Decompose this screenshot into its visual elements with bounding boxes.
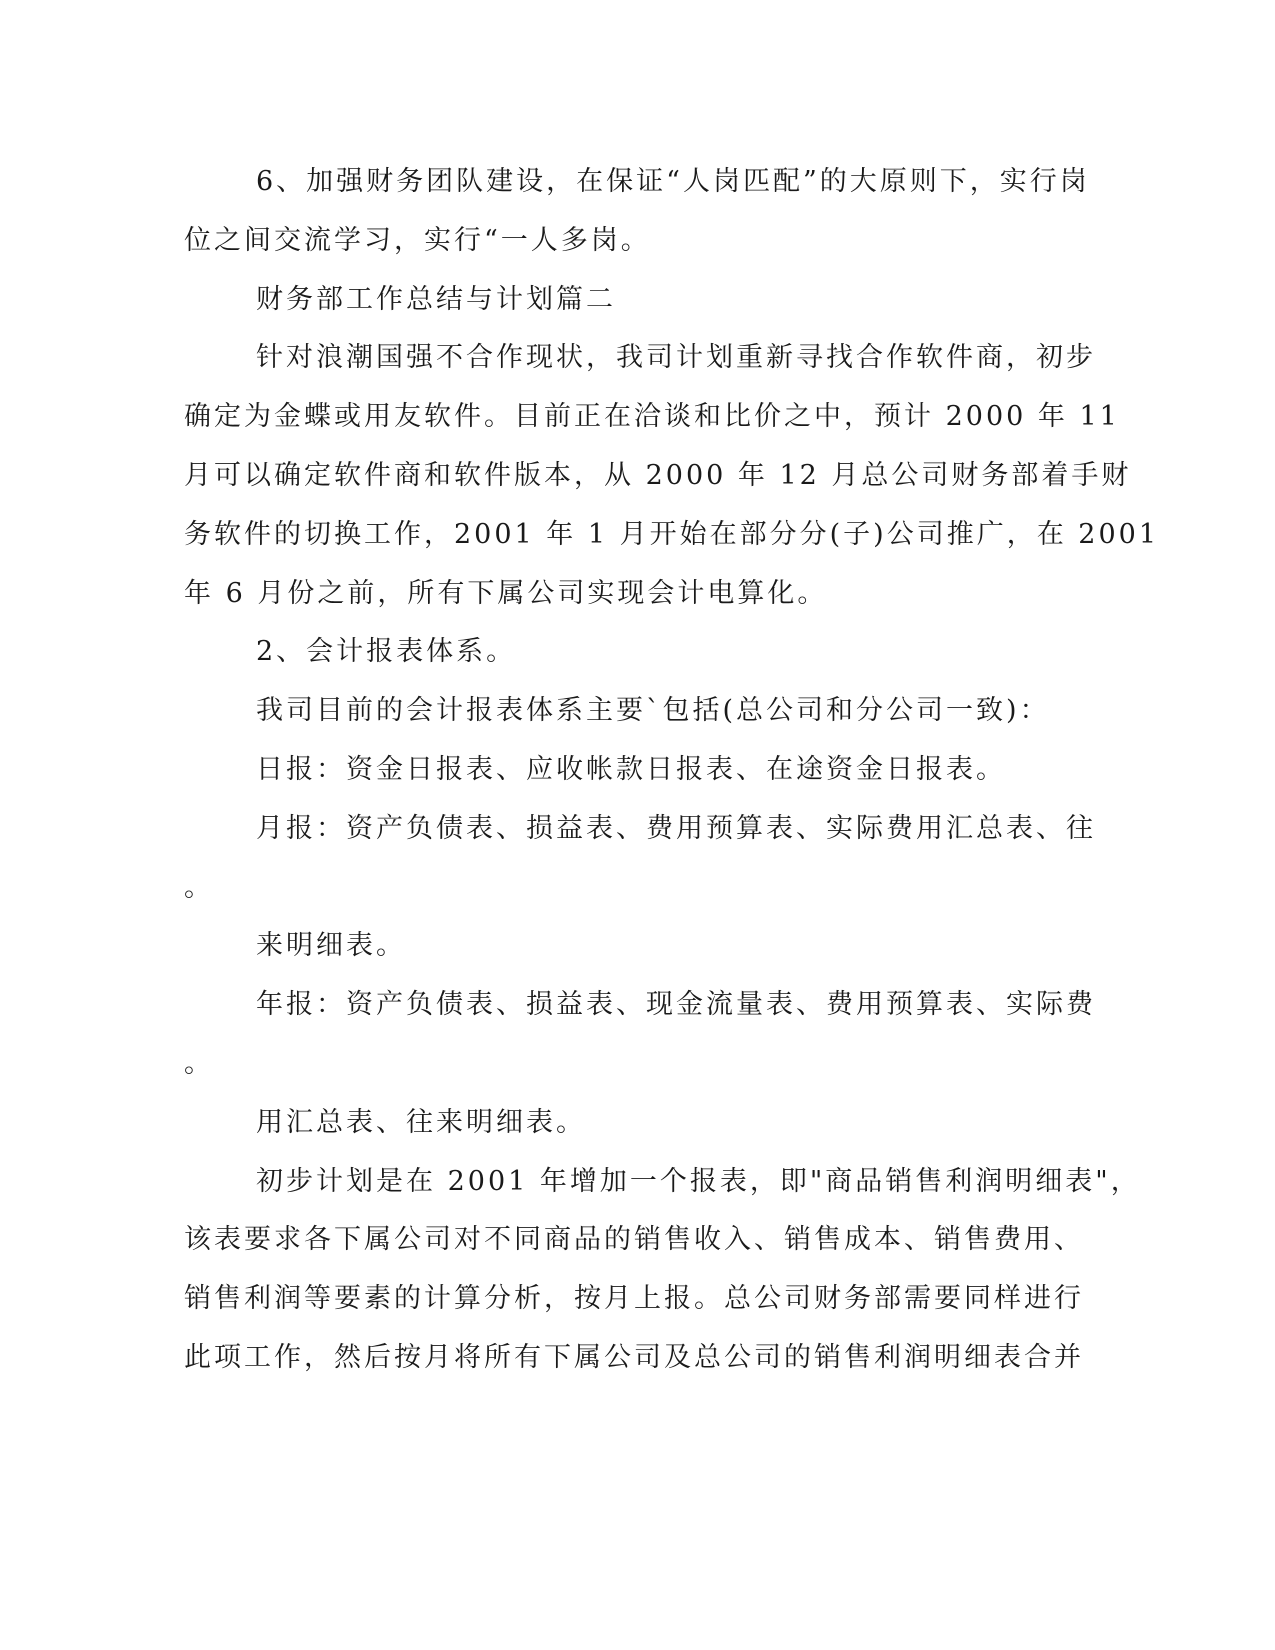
paragraph-line: 初步计划是在 2001 年增加一个报表，即"商品销售利润明细表"， [256,1166,1141,1197]
paragraph-line: 针对浪潮国强不合作现状，我司计划重新寻找合作软件商，初步 [256,342,1096,373]
stray-period: 。 [184,1048,214,1079]
paragraph-line: 年 6 月份之前，所有下属公司实现会计电算化。 [184,578,828,609]
paragraph-line: 年报：资产负债表、损益表、现金流量表、费用预算表、实际费 [256,989,1096,1020]
paragraph-line: 销售利润等要素的计算分析，按月上报。总公司财务部需要同样进行 [184,1283,1084,1314]
paragraph-line: 日报：资金日报表、应收帐款日报表、在途资金日报表。 [256,754,1006,785]
paragraph-line: 用汇总表、往来明细表。 [256,1107,586,1138]
paragraph-line: 月可以确定软件商和软件版本，从 2000 年 12 月总公司财务部着手财 [184,460,1132,491]
stray-period: 。 [184,872,214,903]
paragraph-line: 位之间交流学习，实行“一人多岗。 [184,225,651,256]
paragraph-line: 务软件的切换工作，2001 年 1 月开始在部分分(子)公司推广，在 2001 [184,519,1160,550]
paragraph-line: 确定为金蝶或用友软件。目前正在洽谈和比价之中，预计 2000 年 11 [184,401,1120,432]
paragraph-line: 来明细表。 [256,930,406,961]
section-heading: 财务部工作总结与计划篇二 [256,284,616,315]
paragraph-line: 该表要求各下属公司对不同商品的销售收入、销售成本、销售费用、 [184,1224,1084,1255]
paragraph-line: 2、会计报表体系。 [256,636,517,667]
paragraph-line: 6、加强财务团队建设，在保证“人岗匹配”的大原则下，实行岗 [256,166,1090,197]
paragraph-line: 此项工作，然后按月将所有下属公司及总公司的销售利润明细表合并 [184,1342,1084,1373]
paragraph-line: 月报：资产负债表、损益表、费用预算表、实际费用汇总表、往 [256,813,1096,844]
paragraph-line: 我司目前的会计报表体系主要`包括(总公司和分公司一致)： [256,695,1050,726]
